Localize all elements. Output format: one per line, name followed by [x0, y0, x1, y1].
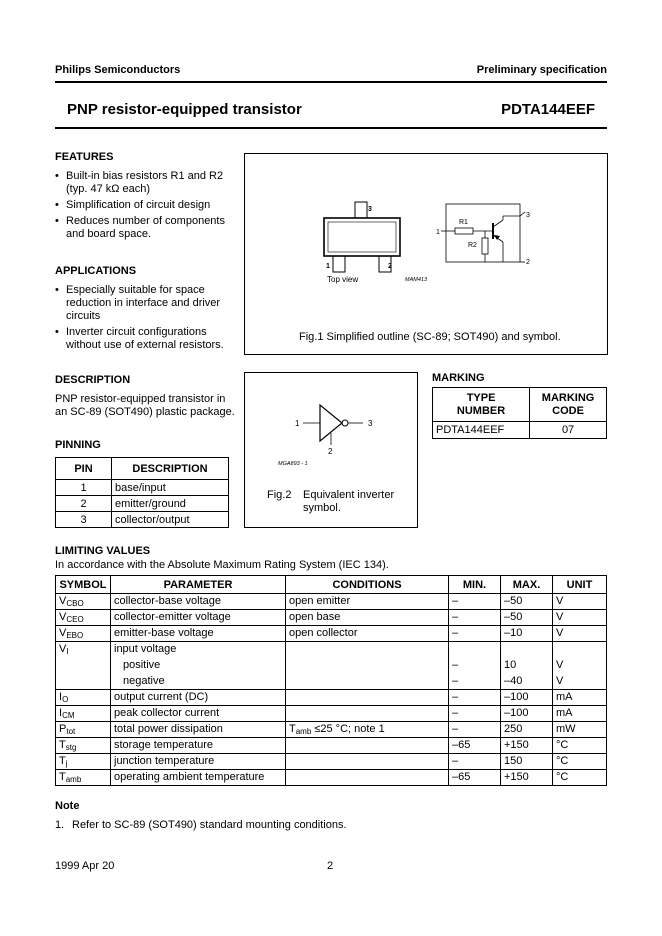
table-row: $P_{tot}$ total power dissipation $T_{amb} \le 25$ °C; note 1 – 250 mW: [56, 722, 607, 738]
pinning-col-description: DESCRIPTION: [112, 458, 229, 480]
symbol-cell: $T_{amb}$: [56, 770, 111, 786]
part-number: PDTA144EEF: [501, 101, 595, 118]
fig1-drawing: [245, 154, 607, 354]
applications-heading: APPLICATIONS: [55, 265, 137, 277]
symbol-cell: $T_j$: [56, 754, 111, 770]
symbol-cell: $T_{stg}$: [56, 738, 111, 754]
table-row: negative – –40 V: [56, 674, 607, 690]
pinning-heading: PINNING: [55, 439, 101, 451]
symbol-pin1-label: 1: [436, 229, 440, 236]
page-title: PNP resistor-equipped transistor: [67, 101, 302, 118]
symbol-cell: $P_{tot}$: [56, 722, 111, 738]
package-pin1-label: 1: [326, 263, 330, 270]
symbol-frame: [446, 204, 520, 262]
resistor-r1: [455, 228, 473, 234]
title-rule: [55, 127, 607, 129]
marking-table: [432, 387, 607, 439]
package-pin3-label: 3: [368, 206, 372, 213]
fig1-code: MAM413: [405, 277, 428, 283]
fig1-caption: Fig.1 Simplified outline (SC-89; SOT490) and symbol.: [299, 331, 561, 343]
fig2-box: [244, 372, 418, 528]
table-row: $V_{CBO}$ collector-base voltage open emitter – –50 V: [56, 594, 607, 610]
marking-code: 07: [530, 422, 607, 439]
conditions-cell: $T_{amb} \le 25$ °C; note 1: [286, 722, 449, 738]
table-row: positive – 10 V: [56, 658, 607, 674]
table-row: 2 emitter/ground: [56, 496, 229, 512]
fig2-input-label: 1: [295, 419, 300, 428]
fig2-code: MGA893 - 1: [278, 461, 308, 467]
package-pin2-label: 2: [388, 263, 392, 270]
fig2-caption-number: Fig.2: [267, 489, 292, 501]
applications-list: [55, 284, 230, 355]
marking-heading: MARKING: [432, 372, 485, 384]
list-item: • Inverter circuit configurations without use of external resistors.: [55, 326, 230, 352]
table-row: $V_I$ input voltage: [56, 642, 607, 658]
marking-col-code: MARKING CODE: [530, 388, 607, 422]
pinning-table: [55, 457, 229, 528]
symbol-cell: $V_{EBO}$: [56, 626, 111, 642]
note-text: Refer to SC-89 (SOT490) standard mounting conditions.: [72, 819, 347, 831]
fig2-output-label: 3: [368, 419, 373, 428]
footer-page-number: 2: [327, 860, 334, 872]
symbol-cell: $V_I$: [56, 642, 111, 658]
table-row: $T_{amb}$ operating ambient temperature –65 +150 °C: [56, 770, 607, 786]
pin3-lead: [520, 212, 525, 216]
table-row: $V_{CEO}$ collector-emitter voltage open base – –50 V: [56, 610, 607, 626]
table-row: 1 base/input: [56, 480, 229, 496]
note-heading: Note: [55, 800, 80, 812]
table-row: $I_O$ output current (DC) – –100 mA: [56, 690, 607, 706]
marking-col-type: TYPE NUMBER: [433, 388, 530, 422]
features-heading: FEATURES: [55, 151, 114, 163]
package-body: [324, 218, 400, 256]
package-pin3-lead: [355, 202, 367, 218]
footer-date: 1999 Apr 20: [55, 860, 115, 872]
r2-label: R2: [468, 242, 477, 249]
marking-type-number: PDTA144EEF: [433, 422, 530, 439]
description-text: PNP resistor-equipped transistor in an SC-89 (SOT490) plastic package.: [55, 393, 235, 418]
package-pin1-lead: [333, 256, 345, 272]
list-item: • Built-in bias resistors R1 and R2 (typ. 47 kΩ each): [55, 170, 230, 196]
package-body-inner: [328, 222, 396, 252]
note-number: 1.: [55, 819, 65, 831]
fig2-caption-text: Equivalent inverter symbol.: [303, 489, 395, 514]
table-header-row: SYMBOL PARAMETER CONDITIONS MIN. MAX. UNIT: [56, 576, 607, 594]
r1-label: R1: [459, 219, 468, 226]
document-status: Preliminary specification: [476, 64, 607, 76]
limiting-values-heading: LIMITING VALUES: [55, 545, 151, 557]
table-row: [433, 422, 607, 439]
fig1-box: [244, 153, 608, 355]
list-item: • Especially suitable for space reduction in interface and driver circuits: [55, 284, 230, 323]
symbol-cell: $I_O$: [56, 690, 111, 706]
list-item: • Simplification of circuit design: [55, 199, 230, 212]
pinning-col-pin: PIN: [56, 458, 112, 480]
transistor-collector: [493, 220, 503, 227]
limiting-values-intro: In accordance with the Absolute Maximum Rating System (IEC 134).: [55, 559, 389, 571]
symbol-pin2-label: 2: [526, 259, 530, 266]
fig2-ground-label: 2: [328, 447, 333, 456]
symbol-pin3-label: 3: [526, 212, 530, 219]
features-list: [55, 170, 230, 244]
limiting-values-table: [55, 575, 607, 786]
top-view-label: Top view: [327, 275, 359, 284]
table-row: $T_j$ junction temperature – 150 °C: [56, 754, 607, 770]
table-row: $V_{EBO}$ emitter-base voltage open collector – –10 V: [56, 626, 607, 642]
list-item: • Reduces number of components and board space.: [55, 215, 230, 241]
header-rule: [55, 81, 607, 83]
company-name: Philips Semiconductors: [55, 64, 181, 76]
resistor-r2: [482, 238, 488, 254]
table-row: 3 collector/output: [56, 512, 229, 528]
symbol-cell: $V_{CEO}$: [56, 610, 111, 626]
table-row: $T_{stg}$ storage temperature –65 +150 °C: [56, 738, 607, 754]
table-row: $I_{CM}$ peak collector current – –100 mA: [56, 706, 607, 722]
symbol-cell: $I_{CM}$: [56, 706, 111, 722]
symbol-cell: $V_{CBO}$: [56, 594, 111, 610]
description-heading: DESCRIPTION: [55, 374, 131, 386]
